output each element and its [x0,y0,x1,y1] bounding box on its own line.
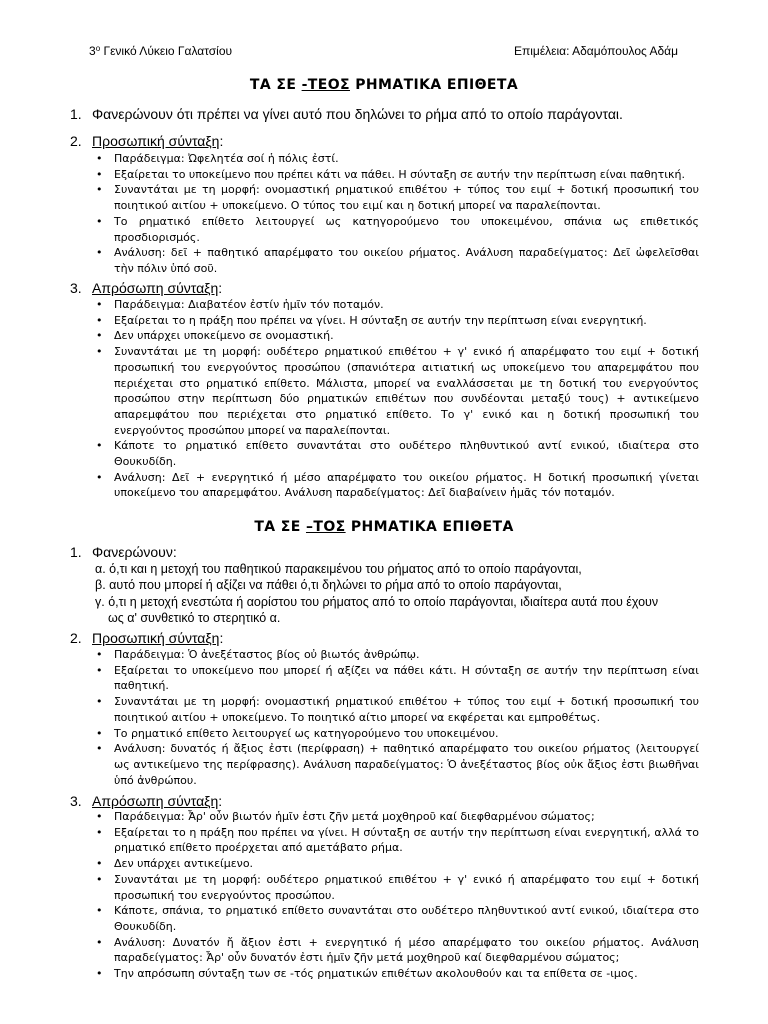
list-item: • Κάποτε, σπάνια, το ρηματικό επίθετο συναντάται στο ουδέτερο πληθυντικού αντί ενικού, ιδιαίτερα στο Θουκυδίδη. [92,903,699,934]
s2-item-3: 3. Απρόσωπη σύνταξη: [70,793,223,809]
list-item: • Ανάλυση: δεῖ + παθητικό απαρέμφατο του οικείου ρήματος. Ανάλυση παραδείγματος: Δεῖ ὠφελεῖσθαι τὴν πόλιν ὑπό σοῦ. [92,245,699,276]
s2-impersonal-heading: Απρόσωπη σύνταξη [92,793,219,809]
s1-item-3: 3. Απρόσωπη σύνταξη: [70,280,223,296]
list-item: • Ανάλυση: Δυνατόν ἤ ἄξιον ἐστι + ενεργητικό ή μέσο απαρέμφατο του οικείου ρήματος. Ανάλυση παραδείγματος: Ἆρ' οὖν δυνατόν ἐστι ἡμῖν ζῆν μετά μοχθηροῦ καί διεφθαρμένου σώματος; [92,935,699,966]
s1-impersonal-heading: Απρόσωπη σύνταξη [92,280,219,296]
s2-personal-heading: Προσωπική σύνταξη [92,630,220,646]
s2-personal-list [92,647,699,788]
s1-impersonal-list [92,297,699,501]
list-item: • Συναντάται με τη μορφή: ονομαστική ρηματικού επιθέτου + τύπος του ειμί + δοτική προσωπική του ποιητικού αιτίου + υποκείμενο. Το ποιητικό αίτιο μπορεί να εκφέρεται και εμπροθέτως. [92,694,699,725]
school-number: 3 [89,44,96,58]
list-item: • Εξαίρεται το υποκείμενο που μπορεί ή αξίζει να πάθει κάτι. Η σύνταξη σε αυτήν την περίπτωση είναι παθητική. [92,663,699,694]
list-item: • Εξαίρεται το η πράξη που πρέπει να γίνει. Η σύνταξη σε αυτήν την περίπτωση είναι ενεργητική. [92,313,699,329]
list-item: • Παράδειγμα: Διαβατέον ἐστίν ἡμῖν τόν ποταμόν. [92,297,699,313]
s1-personal-list [92,151,699,277]
title-suffix-underlined: –ΤΟΣ [305,519,346,535]
section-title-tos [0,519,768,535]
list-item: • Παράδειγμα: Ἆρ' οὖν βιωτόν ἡμῖν ἐστι ζῆν μετά μοχθηροῦ καί διεφθαρμένου σώματος; [92,809,699,825]
title-prefix: ΤΑ ΣΕ [254,519,306,535]
list-item: • Δεν υπάρχει υποκείμενο σε ονομαστική. [92,328,699,344]
list-item: • Παράδειγμα: Ὠφελητέα σοί ἡ πόλις ἐστί. [92,151,699,167]
s1-item-1-text: Φανερώνουν ότι πρέπει να γίνει αυτό που δηλώνει το ρήμα από το οποίο παράγονται. [92,106,623,122]
s2-impersonal-list [92,809,699,982]
list-item: • Συναντάται με τη μορφή: ονομαστική ρηματικού επιθέτου + τύπος του ειμί + δοτική προσωπική του ποιητικού αιτίου + υποκείμενο. Ο τύπος του ειμί και η δοτική μπορεί να παραλείπονται. [92,182,699,213]
s2-item-2: 2. Προσωπική σύνταξη: [70,630,224,646]
list-item: • Εξαίρεται το η πράξη που πρέπει να γίνει. Η σύνταξη σε αυτήν την περίπτωση είναι ενεργητική, αλλά το ρηματικό επίθετο προέρχεται από αμετάβατο ρήμα. [92,825,699,856]
list-item: • Συναντάται με τη μορφή: ουδέτερο ρηματικού επιθέτου + γ' ενικό ή απαρέμφατο του ειμί + δοτική προσωπική του ενεργούντος προσώπου. [92,872,699,903]
title-rest: ΡΗΜΑΤΙΚΑ ΕΠΙΘΕΤΑ [349,77,519,93]
list-item: • Την απρόσωπη σύνταξη των σε -τός ρηματικών επιθέτων ακολουθούν και τα επίθετα σε -ιμος. [92,966,699,982]
meaning-c-continued: ως α' συνθετικό το στερητικό α. [108,611,281,626]
list-item: • Το ρηματικό επίθετο λειτουργεί ως κατηγορούμενο του υποκειμένου, σπάνια ως επιθετικός προσδιορισμός. [92,214,699,245]
header-editor: Επιμέλεια: Αδαμόπουλος Αδάμ [513,44,678,58]
s2-item-1: 1. Φανερώνουν: [70,544,177,560]
section-title-teos [0,77,768,93]
list-item: • Δεν υπάρχει αντικείμενο. [92,856,699,872]
list-item: • Παράδειγμα: Ὁ ἀνεξέταστος βίος οὐ βιωτός ἀνθρώπῳ. [92,647,699,663]
title-prefix: ΤΑ ΣΕ [249,77,302,93]
meaning-a: α. ό,τι και η μετοχή του παθητικού παρακειμένου του ρήματος από το οποίο παράγονται, [95,562,582,576]
s1-item-1: 1. Φανερώνουν ότι πρέπει να γίνει αυτό που δηλώνει το ρήμα από το οποίο παράγονται. [70,106,623,122]
title-suffix-underlined: -ΤΕΟΣ [301,77,350,93]
meaning-b: β. αυτό που μπορεί ή αξίζει να πάθει ό,τι δηλώνει το ρήμα από το οποίο παράγονται, [95,578,562,593]
list-item: • Ανάλυση: Δεῖ + ενεργητικό ή μέσο απαρέμφατο του οικείου ρήματος. Η δοτική προσωπική γίνεται υποκείμενο του απαρεμφάτου. Ανάλυση παραδείγματος: Δεῖ διαβαίνειν ἡμᾶς τόν ποταμόν. [92,470,699,501]
s1-personal-heading: Προσωπική σύνταξη [92,133,220,149]
header-school [89,44,232,58]
school-name: Γενικό Λύκειο Γαλατσίου [100,44,233,58]
list-item: • Ανάλυση: δυνατός ή ἄξιος ἐστι (περίφραση) + παθητικό απαρέμφατο του οικείου ρήματος (λειτουργεί ως αντικείμενο της περίφρασης). Ανάλυση παραδείγματος: Ὁ ἀνεξέταστος βίος οὐκ ἄξιος ἐστι βιωθῆναι ὑπό ἀνθρώπου. [92,741,699,788]
list-item: • Συναντάται με τη μορφή: ουδέτερο ρηματικού επιθέτου + γ' ενικό ή απαρέμφατο του ειμί + δοτική προσωπική του ενεργούντος προσώπου (σπανιότερα αιτιατική ως υποκείμενο του απαρεμφάτου που περιέχεται στο ρηματικό επίθετο. Μάλιστα, μπορεί να εναλλάσσεται με τη δοτική του ενεργούντος προσώπου στην περίπτωση δύο ρηματικών επιθέτων που συνδέονται μεταξύ τους) + αντικείμενο απαρεμφάτου που περιέχεται στο ρηματικό επίθετο. Το γ' ενικό και η δοτική προσωπική του ενεργούντος προσώπου μπορεί να παραλείπονται. [92,344,699,438]
list-item: • Το ρηματικό επίθετο λειτουργεί ως κατηγορούμενο του υποκειμένου. [92,726,699,742]
title-rest: ΡΗΜΑΤΙΚΑ ΕΠΙΘΕΤΑ [345,519,514,535]
school-number-superscript: ο [95,44,101,53]
list-item: • Κάποτε το ρηματικό επίθετο συναντάται στο ουδέτερο πληθυντικού αντί ενικού, ιδιαίτερα στο Θουκυδίδη. [92,438,699,469]
s2-item-1-text: Φανερώνουν: [92,544,177,560]
meaning-c: γ. ό,τι η μετοχή ενεστώτα ή αορίστου του ρήματος από το οποίο παράγονται, ιδιαίτερα αυτά που έχουν [95,594,659,609]
s2-meanings-list [95,561,705,627]
s1-item-2: 2. Προσωπική σύνταξη: [70,133,224,149]
list-item: • Εξαίρεται το υποκείμενο που πρέπει κάτι να πάθει. Η σύνταξη σε αυτήν την περίπτωση είναι παθητική. [92,167,699,183]
